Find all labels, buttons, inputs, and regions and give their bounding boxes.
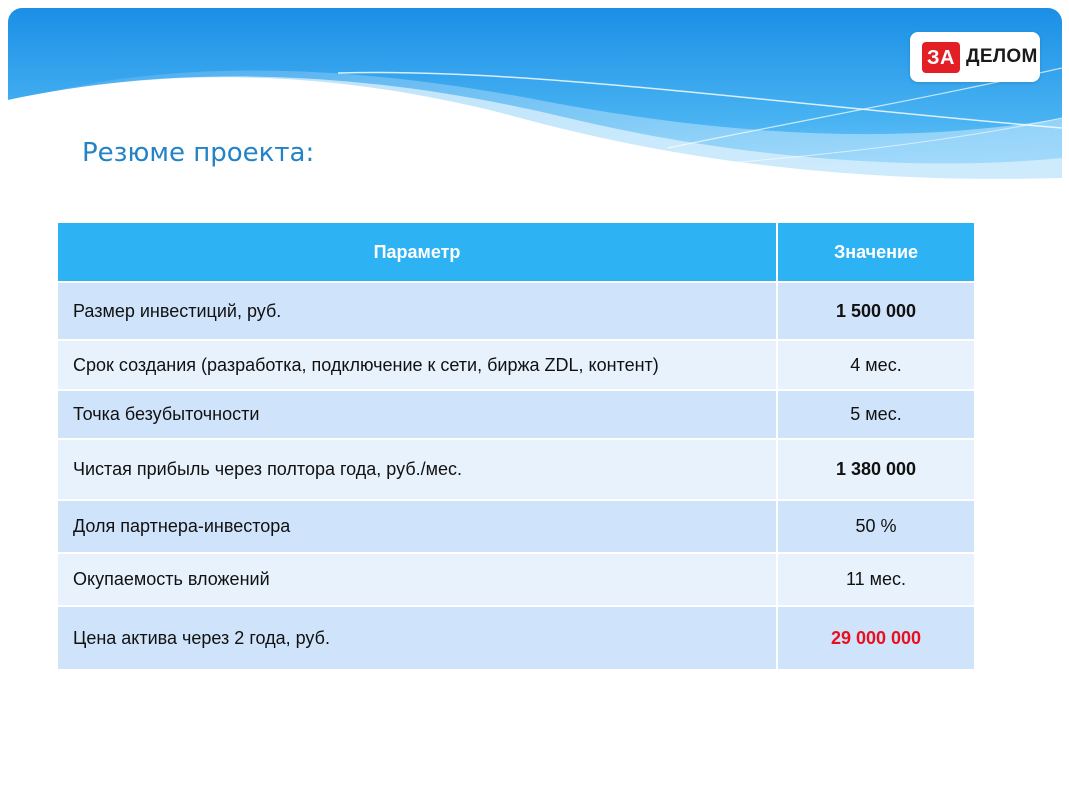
table-cell-parameter: Доля партнера-инвестора — [58, 501, 778, 554]
table-cell-value: 4 мес. — [778, 341, 974, 391]
table-cell-value-highlight: 29 000 000 — [778, 607, 974, 671]
table-row — [58, 501, 974, 554]
table-cell-value: 50 % — [778, 501, 974, 554]
table-header-row — [58, 223, 974, 283]
table-cell-parameter: Точка безубыточности — [58, 391, 778, 440]
column-header-parameter: Параметр — [58, 223, 778, 283]
table-row — [58, 391, 974, 440]
table-cell-parameter: Срок создания (разработка, подключение к сети, биржа ZDL, контент) — [58, 341, 778, 391]
table-row — [58, 283, 974, 341]
page-title: Резюме проекта: — [82, 138, 315, 168]
table-row — [58, 554, 974, 607]
table-cell-value: 1 500 000 — [778, 283, 974, 341]
table-cell-value: 5 мес. — [778, 391, 974, 440]
table-row — [58, 341, 974, 391]
table-cell-parameter: Окупаемость вложений — [58, 554, 778, 607]
company-logo — [910, 32, 1040, 82]
table-cell-value: 1 380 000 — [778, 440, 974, 501]
table-cell-parameter: Цена актива через 2 года, руб. — [58, 607, 778, 671]
logo-badge: ЗА — [922, 42, 960, 73]
table-cell-parameter: Чистая прибыль через полтора года, руб./мес. — [58, 440, 778, 501]
header-wave-background — [8, 8, 1062, 198]
logo-text: ДЕЛОМ — [965, 46, 1038, 67]
table-cell-value: 11 мес. — [778, 554, 974, 607]
table-row — [58, 607, 974, 671]
table-row — [58, 440, 974, 501]
table-cell-parameter: Размер инвестиций, руб. — [58, 283, 778, 341]
column-header-value: Значение — [778, 223, 974, 283]
project-summary-table — [58, 223, 974, 671]
